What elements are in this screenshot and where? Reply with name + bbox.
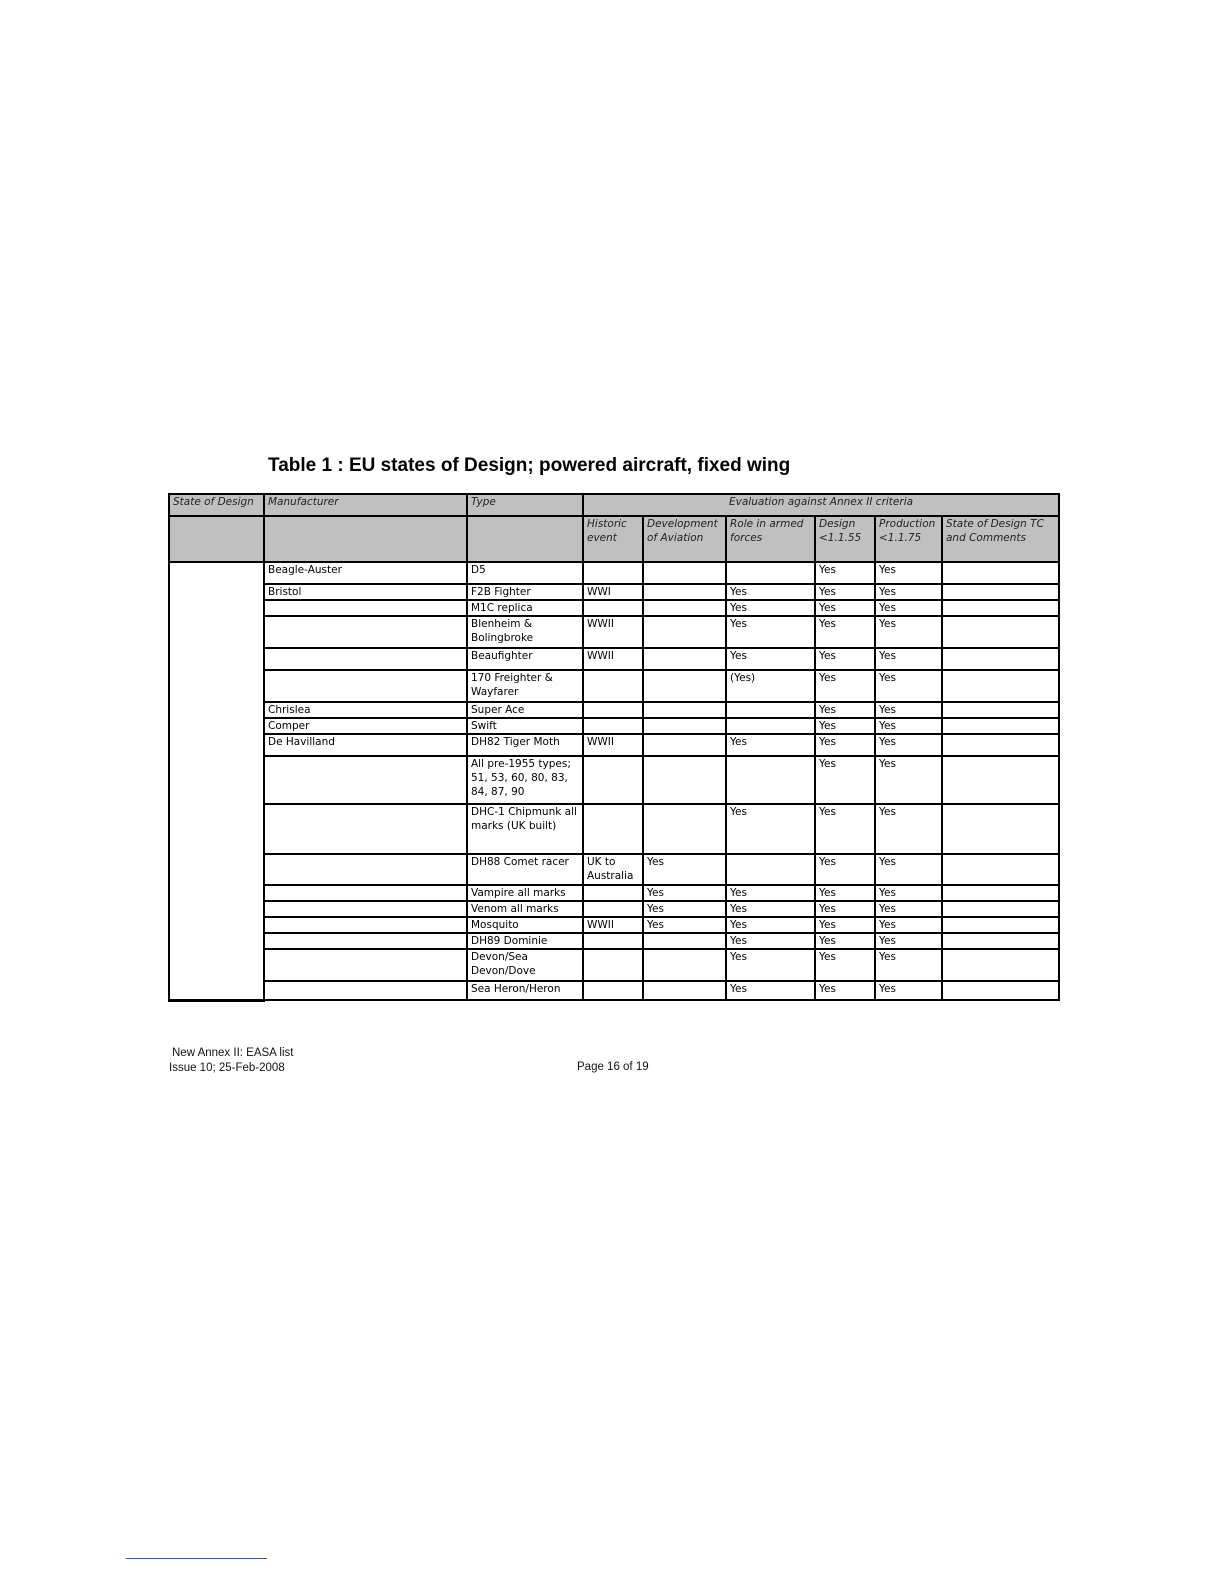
cell-type: M1C replica [467,600,583,616]
cell-historic: UK to Australia [583,854,643,885]
cell-design: Yes [815,933,875,949]
cell-design: Yes [815,718,875,734]
cell-manufacturer [264,917,467,933]
cell-production: Yes [875,854,942,885]
header-blank-manufacturer [264,516,467,562]
header-type: Type [467,494,583,516]
cell-historic: WWII [583,616,643,648]
cell-role: Yes [726,734,815,756]
cell-type: F2B Fighter [467,584,583,600]
table-row [169,917,1059,933]
cell-manufacturer: Beagle-Auster [264,562,467,584]
cell-type: 170 Freighter & Wayfarer [467,670,583,702]
cell-role: Yes [726,648,815,670]
cell-historic [583,804,643,854]
cell-production: Yes [875,756,942,804]
cell-design: Yes [815,600,875,616]
cell-role: Yes [726,933,815,949]
cell-historic: WWII [583,917,643,933]
cell-development [643,670,726,702]
cell-production: Yes [875,616,942,648]
cell-production: Yes [875,981,942,1000]
cell-type: Sea Heron/Heron [467,981,583,1000]
cell-role: Yes [726,885,815,901]
cell-manufacturer [264,756,467,804]
cell-historic [583,756,643,804]
cell-development [643,562,726,584]
cell-manufacturer [264,981,467,1000]
cell-historic [583,885,643,901]
cell-role: Yes [726,901,815,917]
cell-development [643,949,726,981]
cell-design: Yes [815,854,875,885]
table-row [169,949,1059,981]
header-development: Development of Aviation [643,516,726,562]
cell-comments [942,981,1059,1000]
cell-design: Yes [815,670,875,702]
cell-production: Yes [875,670,942,702]
cell-historic [583,600,643,616]
header-historic-event: Historic event [583,516,643,562]
cell-comments [942,702,1059,718]
cell-role [726,854,815,885]
cell-production: Yes [875,702,942,718]
cell-production: Yes [875,600,942,616]
cell-manufacturer [264,901,467,917]
cell-role: Yes [726,616,815,648]
table-row [169,616,1059,648]
cell-role: Yes [726,804,815,854]
cell-type: Beaufighter [467,648,583,670]
aircraft-table [168,493,1060,1002]
table-row [169,702,1059,718]
cell-production: Yes [875,885,942,901]
cell-comments [942,670,1059,702]
cell-comments [942,854,1059,885]
cell-development [643,981,726,1000]
cell-historic [583,933,643,949]
cell-historic: WWI [583,584,643,600]
cell-comments [942,616,1059,648]
cell-development [643,616,726,648]
cell-design: Yes [815,616,875,648]
cell-comments [942,885,1059,901]
table-row [169,648,1059,670]
table-body [169,494,1059,1000]
header-evaluation: Evaluation against Annex II criteria [583,494,1059,516]
cell-manufacturer [264,616,467,648]
cell-comments [942,949,1059,981]
cell-historic: WWII [583,648,643,670]
table-row [169,885,1059,901]
cell-production: Yes [875,901,942,917]
cell-design: Yes [815,756,875,804]
table-row [169,718,1059,734]
cell-production: Yes [875,949,942,981]
subheader-row [169,516,1059,562]
cell-development [643,933,726,949]
cell-production: Yes [875,648,942,670]
cell-production: Yes [875,718,942,734]
cell-manufacturer [264,854,467,885]
cell-role [726,718,815,734]
table-row [169,981,1059,1000]
table-row [169,756,1059,804]
cell-development: Yes [643,885,726,901]
cell-development [643,734,726,756]
table-row [169,670,1059,702]
table-row [169,901,1059,917]
table-title: Table 1 : EU states of Design; powered aircraft, fixed wing [268,455,791,476]
cell-design: Yes [815,562,875,584]
cell-manufacturer: Chrislea [264,702,467,718]
cell-manufacturer [264,804,467,854]
table-row [169,804,1059,854]
cell-comments [942,600,1059,616]
cell-production: Yes [875,933,942,949]
cell-historic [583,562,643,584]
cell-type: DHC-1 Chipmunk all marks (UK built) [467,804,583,854]
cell-type: Mosquito [467,917,583,933]
cell-development [643,600,726,616]
cell-design: Yes [815,584,875,600]
cell-production: Yes [875,562,942,584]
header-state-of-design: State of Design [169,494,264,516]
header-manufacturer: Manufacturer [264,494,467,516]
cell-comments [942,734,1059,756]
cell-type: Blenheim & Bolingbroke [467,616,583,648]
cell-production: Yes [875,734,942,756]
cell-development: Yes [643,917,726,933]
cell-role [726,702,815,718]
table-row [169,933,1059,949]
cell-historic [583,718,643,734]
header-row [169,494,1059,516]
cell-historic [583,901,643,917]
cell-comments [942,756,1059,804]
cell-type: Vampire all marks [467,885,583,901]
cell-role [726,562,815,584]
cell-historic [583,981,643,1000]
cell-type: All pre-1955 types; 51, 53, 60, 80, 83, 84, 87, 90 [467,756,583,804]
cell-manufacturer [264,949,467,981]
header-blank-state [169,516,264,562]
cell-design: Yes [815,885,875,901]
cell-manufacturer [264,600,467,616]
header-comments: State of Design TC and Comments [942,516,1059,562]
cell-comments [942,804,1059,854]
cell-design: Yes [815,734,875,756]
cell-comments [942,584,1059,600]
cell-type: Swift [467,718,583,734]
cell-role: Yes [726,584,815,600]
cell-role: Yes [726,981,815,1000]
cell-design: Yes [815,981,875,1000]
table-row [169,584,1059,600]
header-production: Production <1.1.75 [875,516,942,562]
cell-comments [942,901,1059,917]
header-role: Role in armed forces [726,516,815,562]
table-row [169,562,1059,584]
cell-manufacturer [264,933,467,949]
cell-role [726,756,815,804]
cell-role: Yes [726,949,815,981]
cell-design: Yes [815,804,875,854]
cell-development [643,718,726,734]
cell-type: Venom all marks [467,901,583,917]
footer-page: Page 16 of 19 [577,1061,649,1073]
header-design: Design <1.1.55 [815,516,875,562]
cell-development [643,648,726,670]
cell-manufacturer: De Havilland [264,734,467,756]
table-row [169,600,1059,616]
cell-development [643,584,726,600]
cell-historic: WWII [583,734,643,756]
cell-manufacturer: Comper [264,718,467,734]
cell-role: (Yes) [726,670,815,702]
cell-manufacturer [264,885,467,901]
state-of-design-cell [169,562,264,1000]
footer-issue: Issue 10; 25-Feb-2008 [169,1062,285,1074]
cell-type: DH82 Tiger Moth [467,734,583,756]
footer-doc-name: New Annex II: EASA list [172,1047,294,1059]
cell-comments [942,562,1059,584]
cell-manufacturer [264,648,467,670]
cell-production: Yes [875,804,942,854]
cell-design: Yes [815,901,875,917]
cell-production: Yes [875,584,942,600]
cell-manufacturer [264,670,467,702]
cell-historic [583,670,643,702]
cell-historic [583,949,643,981]
cell-role: Yes [726,917,815,933]
cell-development: Yes [643,901,726,917]
cell-development [643,804,726,854]
table-row [169,734,1059,756]
cell-comments [942,933,1059,949]
cell-historic [583,702,643,718]
cell-type: D5 [467,562,583,584]
cell-type: Super Ace [467,702,583,718]
cell-development [643,756,726,804]
cell-production: Yes [875,917,942,933]
cell-comments [942,917,1059,933]
cell-comments [942,718,1059,734]
table-row [169,854,1059,885]
cell-design: Yes [815,648,875,670]
cell-design: Yes [815,917,875,933]
footnote-rule [126,1558,267,1559]
cell-manufacturer: Bristol [264,584,467,600]
cell-type: Devon/Sea Devon/Dove [467,949,583,981]
cell-comments [942,648,1059,670]
cell-type: DH89 Dominie [467,933,583,949]
cell-role: Yes [726,600,815,616]
header-blank-type [467,516,583,562]
cell-type: DH88 Comet racer [467,854,583,885]
cell-design: Yes [815,949,875,981]
cell-development [643,702,726,718]
cell-design: Yes [815,702,875,718]
cell-development: Yes [643,854,726,885]
